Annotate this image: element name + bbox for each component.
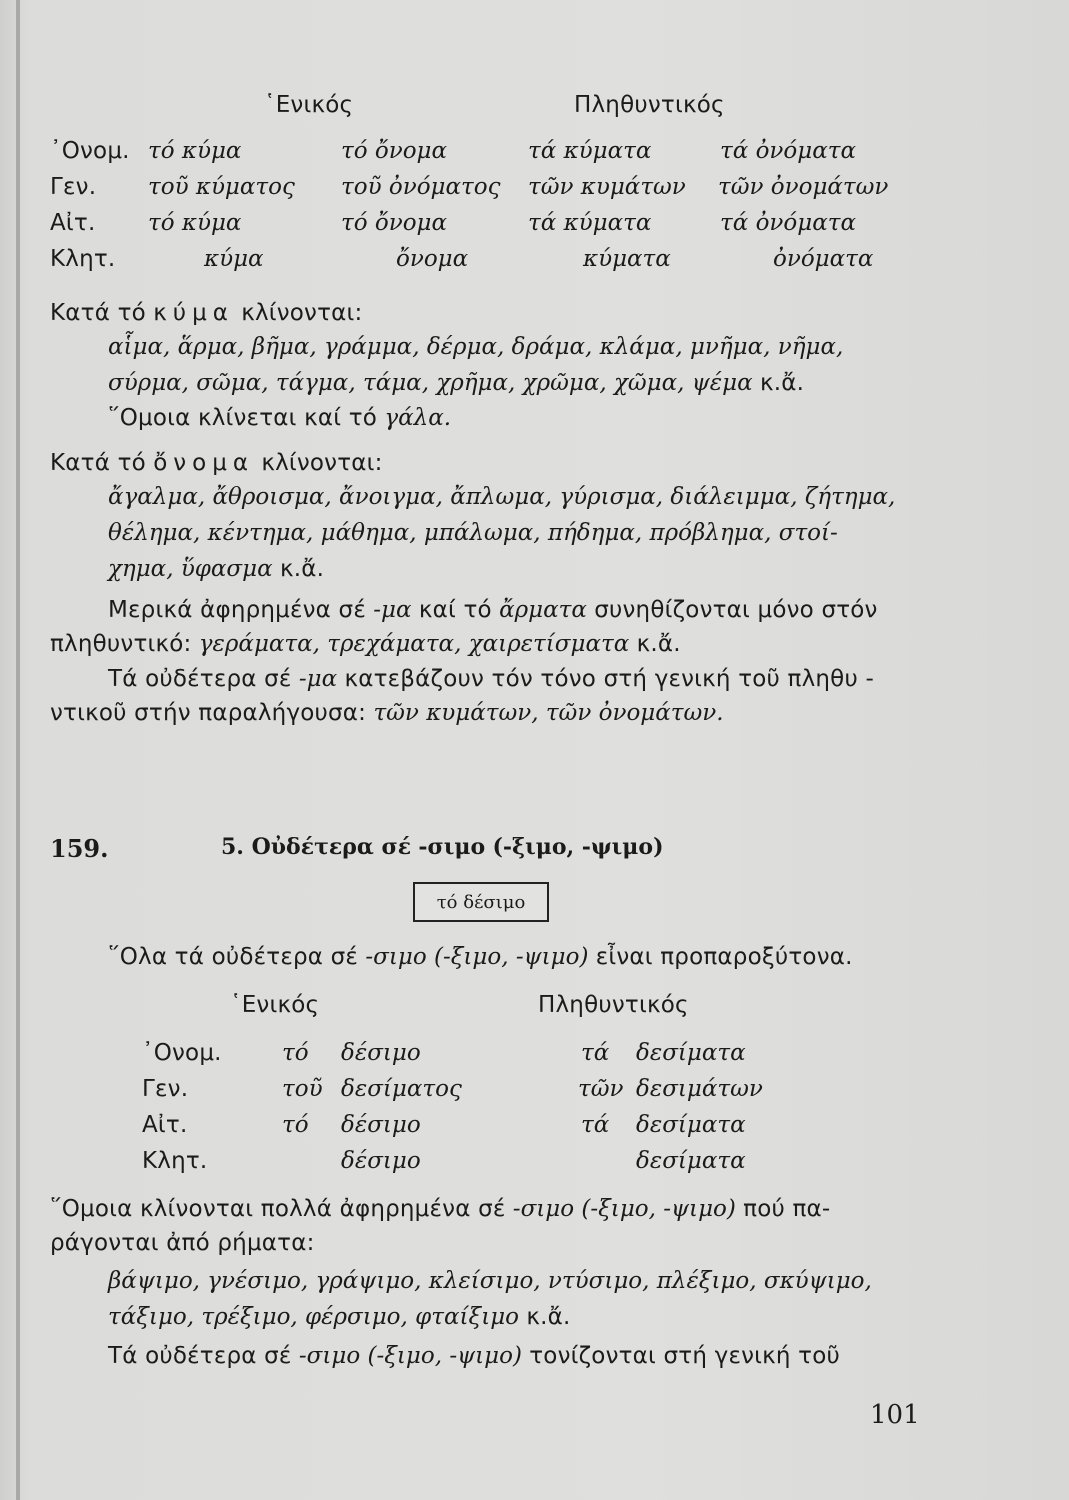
table1-cell: κύμα xyxy=(204,246,264,272)
abstract-line: Μερικά ἀφηρημένα σέ -μα καί τό ἄρματα συνηθίζονται μόνο στόν xyxy=(108,597,878,623)
article: τό xyxy=(282,1112,309,1138)
table1-cell: τοῦ κύματος xyxy=(148,174,295,200)
table1-cell: τά ὀνόματα xyxy=(720,210,856,236)
table2-plural-heading: Πληθυντικός xyxy=(538,992,689,1018)
table2-cell: δεσίματα xyxy=(636,1112,746,1138)
table2-cell: δέσιμο xyxy=(341,1040,421,1066)
case-label: Κλητ. xyxy=(142,1148,208,1174)
case-label: Γεν. xyxy=(50,174,97,200)
onoma-spaced-word: ὄνομα xyxy=(153,450,254,476)
article: τό xyxy=(282,1040,309,1066)
case-label: Κλητ. xyxy=(50,246,116,272)
page-number: 101 xyxy=(870,1400,920,1430)
onoma-list-line: χημα, ὕφασμα κ.ἄ. xyxy=(108,556,325,582)
accent-line: ντικοῦ στήν παραλήγουσα: τῶν κυμάτων, τῶν ὀνομάτων. xyxy=(50,700,724,726)
derived-line: ράγονται ἀπό ρήματα: xyxy=(50,1230,315,1256)
derived-list-line: τάξιμο, τρέξιμο, φέρσιμο, φταίξιμο κ.ἄ. xyxy=(108,1304,571,1330)
table1-cell: κύματα xyxy=(583,246,671,272)
case-label: ᾿Ονομ. xyxy=(50,138,130,164)
table1-cell: τοῦ ὀνόματος xyxy=(341,174,501,200)
table1-cell: τά ὀνόματα xyxy=(720,138,856,164)
page-fold xyxy=(16,0,20,1500)
onoma-list-line: θέλημα, κέντημα, μάθημα, μπάλωμα, πήδημα, πρόβλημα, στοί- xyxy=(108,520,838,546)
table1-cell: ὀνόματα xyxy=(773,246,874,272)
table1-cell: τῶν ὀνομάτων xyxy=(718,174,889,200)
table1-cell: τό κύμα xyxy=(148,210,242,236)
table1-cell: τό ὄνομα xyxy=(341,138,448,164)
article: τά xyxy=(581,1112,610,1138)
case-label: ᾿Ονομ. xyxy=(142,1040,222,1066)
table1-plural-heading: Πληθυντικός xyxy=(574,92,725,118)
derived-list-line: βάψιμο, γνέσιμο, γράψιμο, κλείσιμο, ντύσιμο, πλέξιμο, σκύψιμο, xyxy=(108,1268,872,1294)
table1-cell: τῶν κυμάτων xyxy=(528,174,686,200)
article: τοῦ xyxy=(282,1076,323,1102)
case-label: Αἰτ. xyxy=(50,210,96,236)
table2-singular-heading: ῾Ενικός xyxy=(230,992,320,1018)
onoma-intro: Κατά τό ὄνομα κλίνονται: xyxy=(50,450,383,476)
table2-cell: δεσιμάτων xyxy=(636,1076,763,1102)
table2-cell: δεσίματα xyxy=(636,1040,746,1066)
last-line: Τά οὐδέτερα σέ -σιμο (-ξιμο, -ψιμο) τονίζονται στή γενική τοῦ xyxy=(108,1343,840,1369)
article: τῶν xyxy=(578,1076,624,1102)
table2-cell: δέσιμο xyxy=(341,1148,421,1174)
kyma-list-line: αἷμα, ἅρμα, βῆμα, γράμμα, δέρμα, δράμα, κλάμα, μνῆμα, νῆμα, xyxy=(108,334,844,360)
table1-cell: τό ὄνομα xyxy=(341,210,448,236)
kyma-list-line: σύρμα, σῶμα, τάγμα, τάμα, χρῆμα, χρῶμα, χῶμα, ψέμα κ.ἄ. xyxy=(108,370,805,396)
kyma-intro: Κατά τό κύμα κλίνονται: xyxy=(50,300,363,326)
table1-cell: τά κύματα xyxy=(528,138,652,164)
case-label: Γεν. xyxy=(142,1076,189,1102)
article: τά xyxy=(581,1040,610,1066)
rule-line: ῞Ολα τά οὐδέτερα σέ -σιμο (-ξιμο, -ψιμο) εἶναι προπαροξύτονα. xyxy=(108,944,853,970)
table1-cell: τό κύμα xyxy=(148,138,242,164)
onoma-list-line: ἄγαλμα, ἄθροισμα, ἄνοιγμα, ἄπλωμα, γύρισμα, διάλειμμα, ζήτημα, xyxy=(108,484,896,510)
table2-cell: δεσίματα xyxy=(636,1148,746,1174)
abstract-line: πληθυντικό: γεράματα, τρεχάματα, χαιρετίσματα κ.ἄ. xyxy=(50,631,681,657)
case-label: Αἰτ. xyxy=(142,1112,188,1138)
table2-cell: δέσιμο xyxy=(341,1112,421,1138)
boxed-headword: τό δέσιμο xyxy=(413,882,549,922)
table1-cell: τά κύματα xyxy=(528,210,652,236)
table1-cell: ὄνομα xyxy=(396,246,469,272)
section-number: 159. xyxy=(50,834,109,863)
accent-line: Τά οὐδέτερα σέ -μα κατεβάζουν τόν τόνο στή γενική τοῦ πληθυ - xyxy=(108,666,874,692)
table2-cell: δεσίματος xyxy=(341,1076,462,1102)
derived-line: ῞Ομοια κλίνονται πολλά ἀφηρημένα σέ -σιμο (-ξιμο, -ψιμο) πού πα- xyxy=(50,1196,831,1222)
table1-singular-heading: ῾Ενικός xyxy=(264,92,354,118)
kyma-spaced-word: κύμα xyxy=(153,300,234,326)
section-title: 5. Οὐδέτερα σέ -σιμο (-ξιμο, -ψιμο) xyxy=(221,834,664,860)
kyma-similar-line: ῞Ομοια κλίνεται καί τό γάλα. xyxy=(108,405,452,431)
